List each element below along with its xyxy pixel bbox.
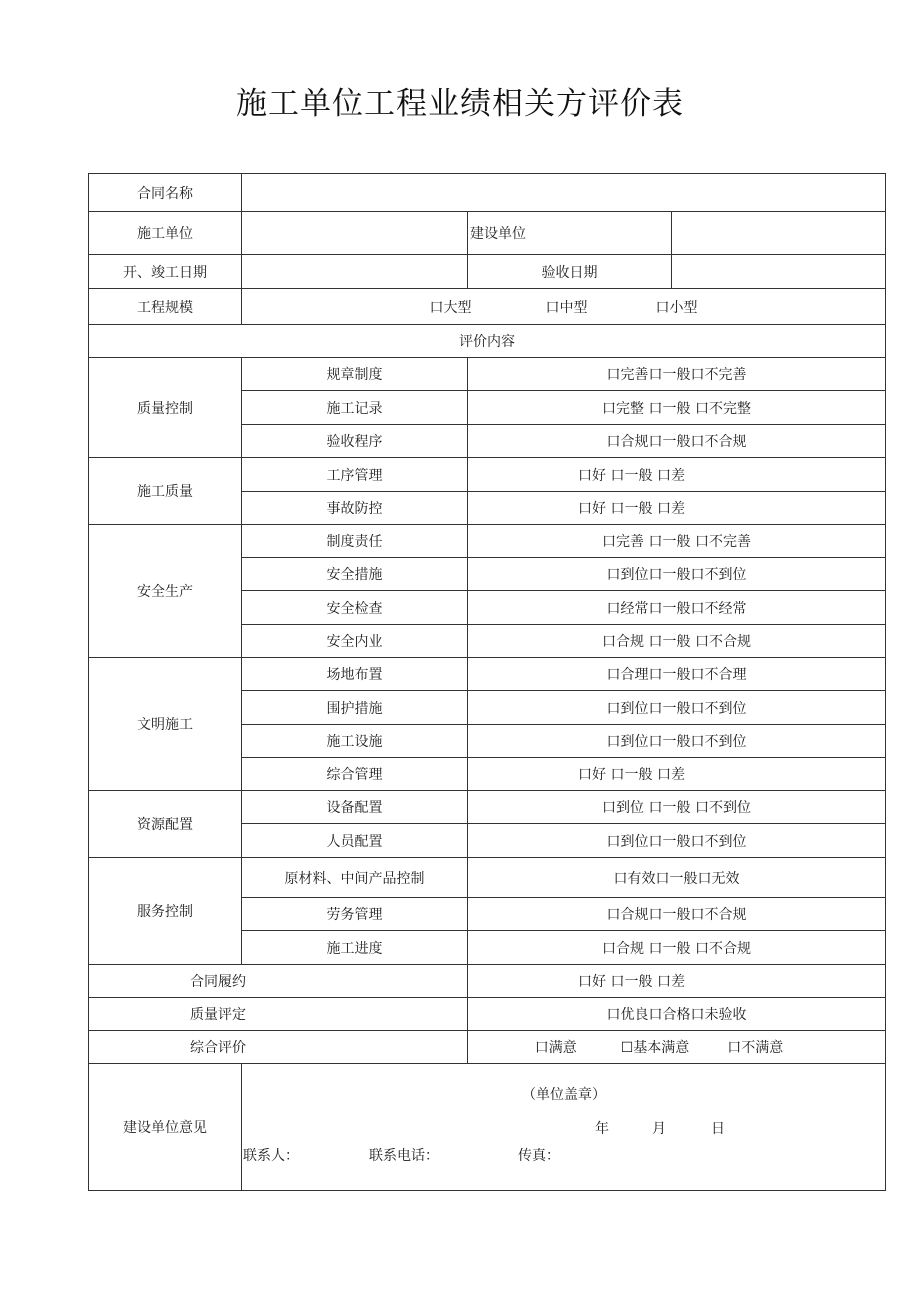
summary-row — [89, 965, 886, 998]
acceptance-date-field[interactable] — [672, 255, 886, 289]
item-options[interactable]: 口好 口一般 口差 — [468, 758, 886, 791]
item-label: 施工进度 — [242, 931, 468, 965]
date-month: 月 — [652, 1121, 666, 1137]
item-label: 事故防控 — [242, 492, 468, 525]
table-row — [89, 358, 886, 391]
date-year: 年 — [595, 1121, 609, 1137]
opinion-box — [242, 1064, 885, 1190]
item-label: 设备配置 — [242, 791, 468, 824]
scale-option-small[interactable]: 口小型 — [655, 299, 698, 316]
opinion-label: 建设单位意见 — [89, 1064, 242, 1191]
group-label: 质量控制 — [89, 358, 242, 458]
table-row — [89, 525, 886, 558]
table-row — [89, 858, 886, 898]
group-label: 资源配置 — [89, 791, 242, 858]
table-row — [89, 791, 886, 824]
item-label: 围护措施 — [242, 691, 468, 725]
item-options[interactable]: 口完善 口一般 口不完善 — [468, 525, 886, 558]
summary-label: 合同履约 — [89, 965, 468, 998]
contract-name-row — [89, 174, 886, 212]
contact-label: 联系人： — [243, 1148, 299, 1164]
opinion-field[interactable] — [242, 1064, 886, 1191]
fax-label: 传真： — [518, 1148, 560, 1164]
scale-label: 工程规模 — [89, 289, 242, 325]
item-label: 制度责任 — [242, 525, 468, 558]
item-label: 人员配置 — [242, 824, 468, 858]
page-title: 施工单位工程业绩相关方评价表 — [236, 86, 684, 122]
item-label: 安全措施 — [242, 558, 468, 591]
phone-label: 联系电话： — [369, 1148, 439, 1164]
item-options[interactable]: 口到位口一般口不到位 — [468, 725, 886, 758]
contract-name-field[interactable] — [242, 174, 886, 212]
item-options[interactable]: 口完整 口一般 口不完整 — [468, 391, 886, 425]
overall-row — [89, 1031, 886, 1064]
section-title: 评价内容 — [89, 325, 886, 358]
contract-name-label: 合同名称 — [89, 174, 242, 212]
dates-row — [89, 255, 886, 289]
item-options[interactable]: 口合规 口一般 口不合规 — [468, 625, 886, 658]
group-label: 施工质量 — [89, 458, 242, 525]
summary-options[interactable]: 口好 口一般 口差 — [468, 965, 886, 998]
overall-option-basic[interactable]: ☐基本满意 — [620, 1040, 690, 1056]
summary-options[interactable]: 口优良口合格口未验收 — [468, 998, 886, 1031]
summary-label: 质量评定 — [89, 998, 468, 1031]
item-label: 劳务管理 — [242, 898, 468, 931]
contractor-field[interactable] — [242, 212, 468, 255]
item-label: 规章制度 — [242, 358, 468, 391]
item-options[interactable]: 口经常口一般口不经常 — [468, 591, 886, 625]
group-label: 文明施工 — [89, 658, 242, 791]
item-label: 施工记录 — [242, 391, 468, 425]
contractor-label: 施工单位 — [89, 212, 242, 255]
item-options[interactable]: 口到位 口一般 口不到位 — [468, 791, 886, 824]
date-day: 日 — [711, 1121, 725, 1137]
seal-note: （单位盖章） — [522, 1087, 606, 1103]
item-options[interactable]: 口完善口一般口不完善 — [468, 358, 886, 391]
scale-option-medium[interactable]: 口中型 — [545, 299, 588, 316]
item-options[interactable]: 口有效口一般口无效 — [468, 858, 886, 898]
item-label: 综合管理 — [242, 758, 468, 791]
item-label: 安全检查 — [242, 591, 468, 625]
scale-row — [89, 289, 886, 325]
scale-options[interactable] — [242, 289, 886, 325]
evaluation-form — [88, 173, 886, 1191]
item-options[interactable]: 口到位口一般口不到位 — [468, 691, 886, 725]
item-options[interactable]: 口合理口一般口不合理 — [468, 658, 886, 691]
item-options[interactable]: 口合规 口一般 口不合规 — [468, 931, 886, 965]
overall-label: 综合评价 — [89, 1031, 468, 1064]
overall-options[interactable] — [468, 1031, 886, 1064]
scale-option-large[interactable]: 口大型 — [429, 299, 472, 316]
summary-row — [89, 998, 886, 1031]
owner-label: 建设单位 — [468, 212, 672, 255]
item-label: 场地布置 — [242, 658, 468, 691]
table-row — [89, 458, 886, 492]
item-options[interactable]: 口合规口一般口不合规 — [468, 898, 886, 931]
dates-field[interactable] — [242, 255, 468, 289]
item-options[interactable]: 口到位口一般口不到位 — [468, 558, 886, 591]
item-options[interactable]: 口合规口一般口不合规 — [468, 425, 886, 458]
section-title-row — [89, 325, 886, 358]
acceptance-date-label: 验收日期 — [468, 255, 672, 289]
group-label: 服务控制 — [89, 858, 242, 965]
item-label: 原材料、中间产品控制 — [242, 858, 468, 898]
item-label: 验收程序 — [242, 425, 468, 458]
overall-option-unsatisfied[interactable]: 口不满意 — [727, 1040, 784, 1056]
owner-field[interactable] — [672, 212, 886, 255]
item-options[interactable]: 口好 口一般 口差 — [468, 458, 886, 492]
item-label: 施工设施 — [242, 725, 468, 758]
table-row — [89, 658, 886, 691]
item-options[interactable]: 口到位口一般口不到位 — [468, 824, 886, 858]
overall-option-satisfied[interactable]: 口满意 — [534, 1040, 577, 1056]
item-label: 安全内业 — [242, 625, 468, 658]
item-options[interactable]: 口好 口一般 口差 — [468, 492, 886, 525]
dates-label: 开、竣工日期 — [89, 255, 242, 289]
parties-row — [89, 212, 886, 255]
opinion-row — [89, 1064, 886, 1191]
group-label: 安全生产 — [89, 525, 242, 658]
item-label: 工序管理 — [242, 458, 468, 492]
